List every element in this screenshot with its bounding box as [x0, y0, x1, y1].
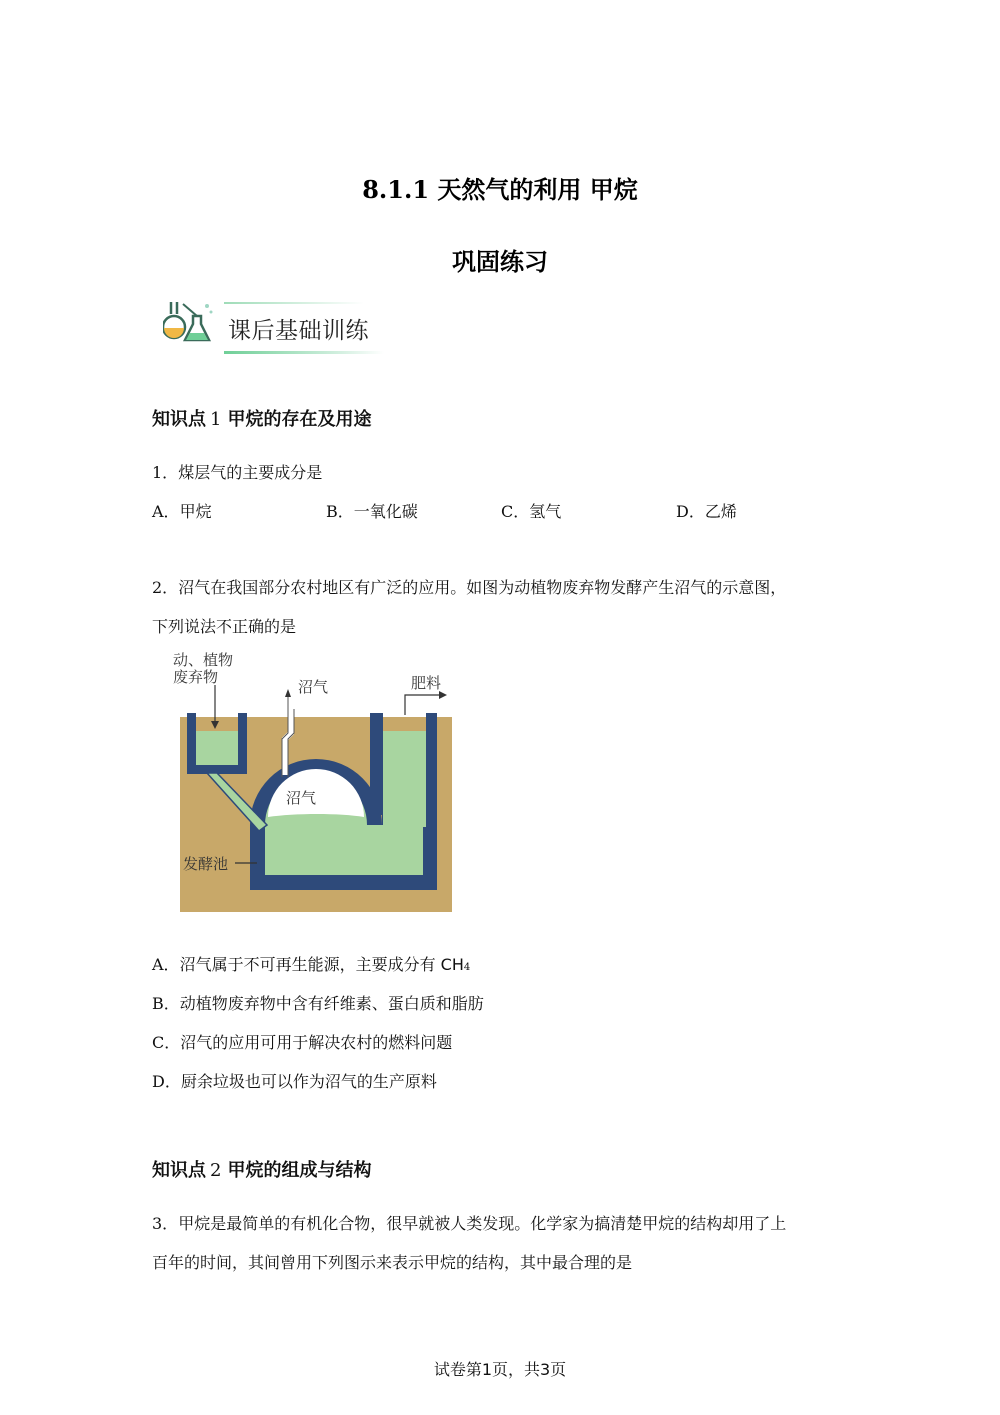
option-text: 动植物废弃物中含有纤维素、蛋白质和脂肪 [179, 994, 484, 1013]
flask-icon [163, 300, 215, 344]
option-text: 甲烷 [179, 502, 212, 521]
option-key: B． [326, 502, 354, 521]
section-label: 知识点 [152, 1160, 206, 1181]
q2-option-b [152, 991, 484, 1014]
option-key: D． [152, 1072, 181, 1091]
inlet-liquid [196, 731, 238, 765]
input-label-2: 废弃物 [173, 668, 219, 686]
outlet-liquid [383, 731, 426, 827]
biogas-digester-diagram [165, 645, 465, 920]
banner-label: 课后基础训练 [228, 318, 369, 344]
option-text: 乙烯 [704, 502, 737, 521]
q2-option-a [152, 952, 470, 975]
section-number: 2 [210, 1160, 222, 1181]
question-number: 3． [152, 1214, 179, 1233]
page-footer: 试卷第1页，共3页 [433, 1360, 567, 1379]
section-heading-1 [152, 405, 371, 431]
question-2 [152, 575, 786, 598]
q1-option-c [501, 499, 561, 522]
question-text-line-1: 沼气在我国部分农村地区有广泛的应用。如图为动植物废弃物发酵产生沼气的示意图， [178, 578, 787, 597]
option-key: A． [152, 502, 180, 521]
option-text: 沼气属于不可再生能源，主要成分有 CH [179, 955, 464, 974]
option-key: D． [676, 502, 705, 521]
gas-arrow [285, 689, 291, 697]
option-text: 氢气 [529, 502, 562, 521]
option-text: 厨余垃圾也可以作为沼气的生产原料 [180, 1072, 437, 1091]
fertilizer-label: 肥料 [411, 674, 442, 692]
question-3-line-2: 百年的时间，其间曾用下列图示来表示甲烷的结构，其中最合理的是 [152, 1253, 633, 1272]
dome-label: 沼气 [286, 789, 317, 807]
section-heading-2 [152, 1156, 371, 1182]
option-key: C． [501, 502, 530, 521]
option-key: C． [152, 1033, 181, 1052]
section-label: 知识点 [152, 409, 206, 430]
page-title: 8.1.1 天然气的利用 甲烷 [362, 175, 638, 204]
tank-label: 发酵池 [183, 855, 229, 873]
q1-option-b [326, 499, 418, 522]
question-3 [152, 1211, 786, 1234]
input-label-1: 动、植物 [173, 651, 234, 669]
question-number: 1． [152, 463, 179, 482]
question-2-line-2: 下列说法不正确的是 [152, 617, 297, 636]
option-subscript: 4 [463, 962, 471, 973]
outlet-arrow [439, 691, 447, 699]
option-text: 一氧化碳 [353, 502, 418, 521]
gas-out-label: 沼气 [298, 678, 329, 696]
option-text: 沼气的应用可用于解决农村的燃料问题 [180, 1033, 453, 1052]
question-number: 2． [152, 578, 179, 597]
q1-option-a [152, 499, 212, 522]
section-number: 1 [210, 409, 222, 430]
section-title: 甲烷的组成与结构 [227, 1160, 372, 1181]
banner-underline [224, 351, 384, 354]
question-text-line-1: 甲烷是最简单的有机化合物，很早就被人类发现。化学家为搞清楚甲烷的结构却用了上 [178, 1214, 787, 1233]
option-key: B． [152, 994, 180, 1013]
banner-top-line [224, 302, 364, 304]
q2-option-c [152, 1030, 452, 1053]
page-subtitle: 巩固练习 [452, 247, 548, 276]
question-1 [152, 460, 322, 483]
q2-option-d [152, 1069, 437, 1092]
option-key: A． [152, 955, 180, 974]
section-title: 甲烷的存在及用途 [227, 409, 372, 430]
question-text: 煤层气的主要成分是 [178, 463, 323, 482]
q1-option-d [676, 499, 737, 522]
